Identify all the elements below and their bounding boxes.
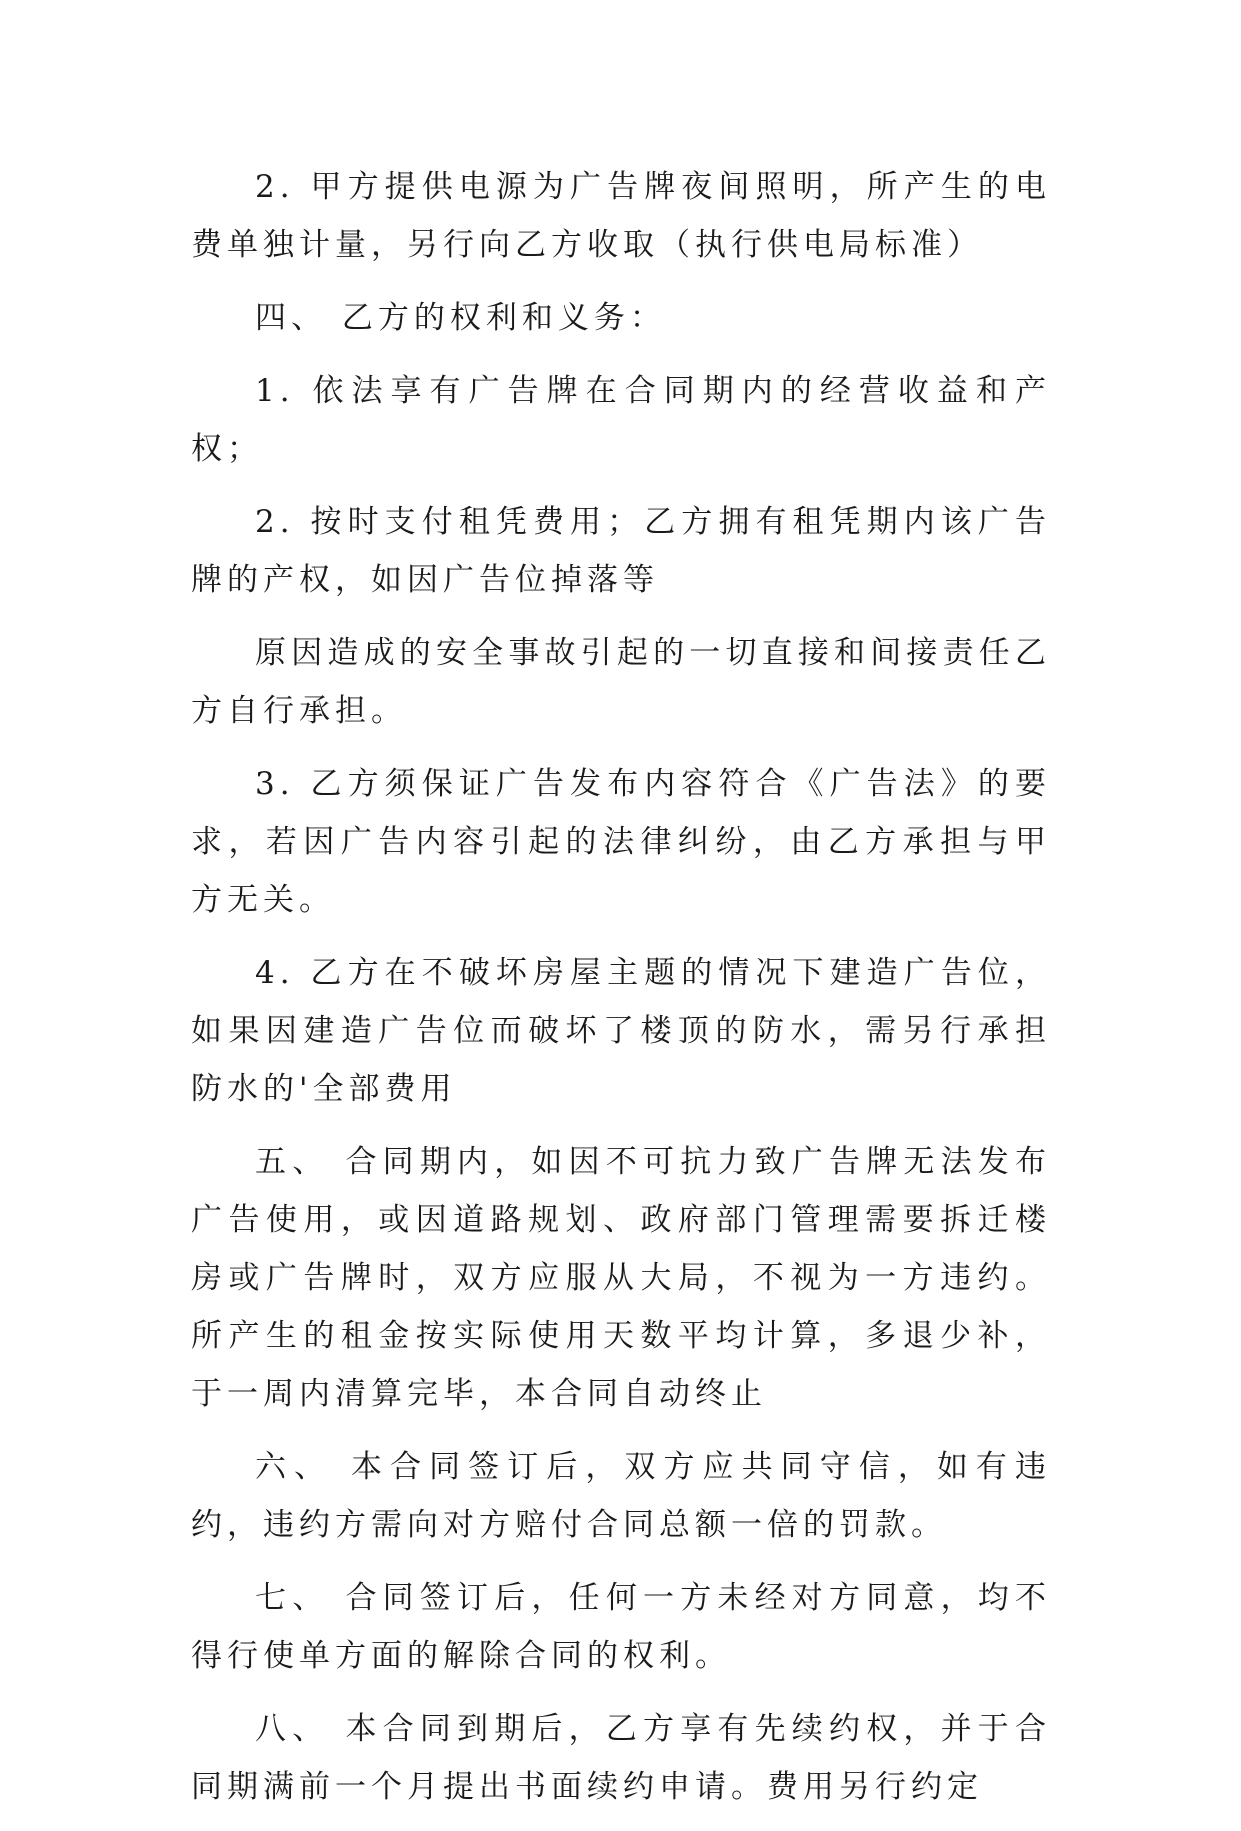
section-7-termination: 七、 合同签订后，任何一方未经对方同意，均不得行使单方面的解除合同的权利。 [191, 1580, 1051, 1674]
section-8-renewal: 八、 本合同到期后，乙方享有先续约权，并于合同期满前一个月提出书面续约申请。费用另行约定 [191, 1711, 1051, 1805]
clause-4-2-payment: 2. 按时支付租凭费用；乙方拥有租凭期内该广告牌的产权，如因广告位掉落等 [191, 504, 1051, 598]
clause-3-2-electricity: 2. 甲方提供电源为广告牌夜间照明，所产生的电费单独计量，另行向乙方收取（执行供电局标准） [191, 169, 1051, 263]
section-4-heading: 四、 乙方的权利和义务： [255, 300, 666, 336]
clause-4-3-ad-content: 3. 乙方须保证广告发布内容符合《广告法》的要求，若因广告内容引起的法律纠纷，由乙方承担与甲方无关。 [191, 766, 1051, 918]
clause-4-2-liability: 原因造成的安全事故引起的一切直接和间接责任乙方自行承担。 [191, 635, 1051, 729]
clause-4-1-revenue-rights: 1. 依法享有广告牌在合同期内的经营收益和产权； [191, 373, 1051, 467]
section-6-breach: 六、 本合同签订后，双方应共同守信，如有违约，违约方需向对方赔付合同总额一倍的罚款。 [191, 1449, 1051, 1543]
clause-4-4-construction: 4. 乙方在不破坏房屋主题的情况下建造广告位，如果因建造广告位而破坏了楼顶的防水，需另行承担防水的'全部费用 [191, 955, 1051, 1107]
document-body [191, 158, 1051, 1831]
section-5-force-majeure: 五、 合同期内，如因不可抗力致广告牌无法发布广告使用，或因道路规划、政府部门管理需要拆迁楼房或广告牌时，双方应服从大局，不视为一方违约。所产生的租金按实际使用天数平均计算，多退少补，于一周内清算完毕，本合同自动终止 [191, 1144, 1051, 1412]
